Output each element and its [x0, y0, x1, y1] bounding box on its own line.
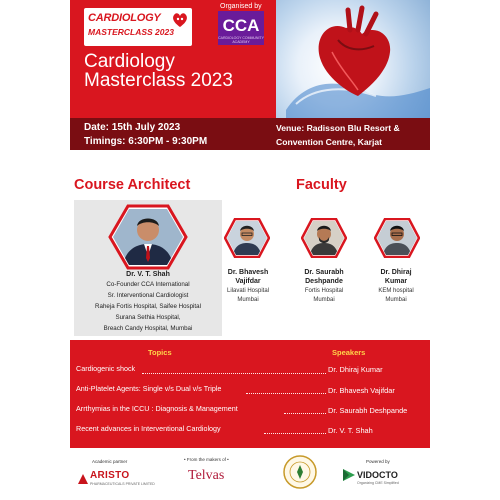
event-venue-line1: Venue: Radisson Blu Resort & — [276, 123, 400, 133]
makers-label: • From the makers of • — [184, 457, 229, 462]
topic-cell: Recent advances in Interventional Cardiology — [76, 424, 221, 433]
aristo-logo: ARISTO — [90, 470, 130, 481]
architect-detail: Sr. Interventional Cardiologist — [107, 292, 189, 299]
cca-logo-subtitle: CARDIOLOGY COMMUNITY ACADEMY — [218, 36, 264, 44]
speaker-cell: Dr. Bhavesh Vajifdar — [328, 386, 395, 395]
speakers-header: Speakers — [332, 348, 366, 357]
architect-detail: Breach Candy Hospital, Mumbai — [103, 325, 193, 332]
event-timings: Timings: 6:30PM - 9:30PM — [84, 136, 208, 147]
event-logo — [84, 8, 192, 46]
academic-partner-label: Academic partner — [92, 459, 128, 464]
faculty-hospital-line: Mumbai — [313, 297, 335, 303]
speaker-cell: Dr. Saurabh Deshpande — [328, 406, 408, 415]
faculty-name-line: Deshpande — [305, 278, 343, 285]
heart-logo-icon — [171, 11, 189, 34]
faculty-name — [366, 268, 426, 286]
speaker-cell: Dr. Dhiraj Kumar — [328, 365, 383, 374]
architect-portrait — [108, 204, 188, 275]
faculty-hospital-line: Mumbai — [237, 297, 259, 303]
topics-header: Topics — [148, 348, 172, 357]
faculty-portrait — [224, 218, 270, 263]
poster — [70, 0, 430, 500]
aristo-subtitle: PHARMACEUTICALS PRIVATE LIMITED — [90, 482, 155, 486]
course-architect-heading: Course Architect — [74, 177, 191, 193]
faculty-portrait — [301, 218, 347, 263]
powered-by-label: Powered by — [366, 459, 390, 464]
faculty-name-line: Vajifdar — [235, 278, 261, 285]
faculty-hospital — [218, 287, 278, 305]
event-venue-line2: Convention Centre, Karjat — [276, 137, 383, 147]
topic-cell: Anti-Platelet Agents: Single v/s Dual v/s Triple — [76, 384, 222, 393]
faculty-portrait — [374, 218, 420, 263]
vidocto-subtitle: Organizing CME Simplified — [357, 481, 399, 485]
faculty-name — [294, 268, 354, 286]
architect-detail: Surana Sethia Hospital, — [115, 314, 181, 321]
faculty-hospital — [366, 287, 426, 305]
organised-by-label: Organised by — [220, 3, 262, 10]
faculty-hospital-line: Fortis Hospital — [304, 288, 344, 294]
faculty-name-line: Dr. Bhavesh — [227, 269, 269, 276]
anatomical-heart-image — [276, 0, 430, 120]
architect-detail: Co-Founder CCA International — [106, 281, 190, 288]
faculty-hospital-line: Lilavati Hospital — [226, 288, 270, 294]
aristo-logo-icon — [78, 471, 88, 489]
faculty-hospital — [294, 287, 354, 305]
architect-name: Dr. V. T. Shah — [126, 271, 170, 278]
faculty-hospital-line: Mumbai — [385, 297, 407, 303]
faculty-name-line: Dr. Saurabh — [304, 269, 344, 276]
row-leader-dots — [246, 393, 326, 394]
topic-cell: Cardiogenic shock — [76, 364, 136, 373]
cca-logo — [218, 11, 264, 45]
row-leader-dots — [142, 373, 326, 374]
foundation-seal-icon — [282, 454, 318, 495]
cca-logo-text: CCA — [222, 16, 260, 35]
speaker-cell: Dr. V. T. Shah — [328, 426, 373, 435]
topic-cell: Arrthymias in the ICCU : Diagnosis & Management — [76, 404, 238, 413]
logo-subtitle: MASTERCLASS 2023 — [88, 27, 174, 37]
event-date: Date: 15th July 2023 — [84, 122, 181, 133]
architect-detail: Raheja Fortis Hospital, Saifee Hospital — [95, 303, 201, 310]
telvas-logo: Telvas — [188, 468, 225, 483]
vidocto-play-icon — [342, 468, 356, 487]
logo-title: CARDIOLOGY — [88, 12, 161, 24]
faculty-name-line: Kumar — [384, 278, 408, 285]
faculty-hospital-line: KEM hospital — [378, 288, 414, 294]
row-leader-dots — [284, 413, 326, 414]
faculty-name — [218, 268, 278, 286]
vidocto-logo: VIDOCTO — [357, 470, 398, 480]
row-leader-dots — [264, 433, 326, 434]
event-title: Cardiology Masterclass 2023 — [84, 51, 233, 91]
faculty-name-line: Dr. Dhiraj — [380, 269, 412, 276]
faculty-heading: Faculty — [296, 177, 347, 193]
